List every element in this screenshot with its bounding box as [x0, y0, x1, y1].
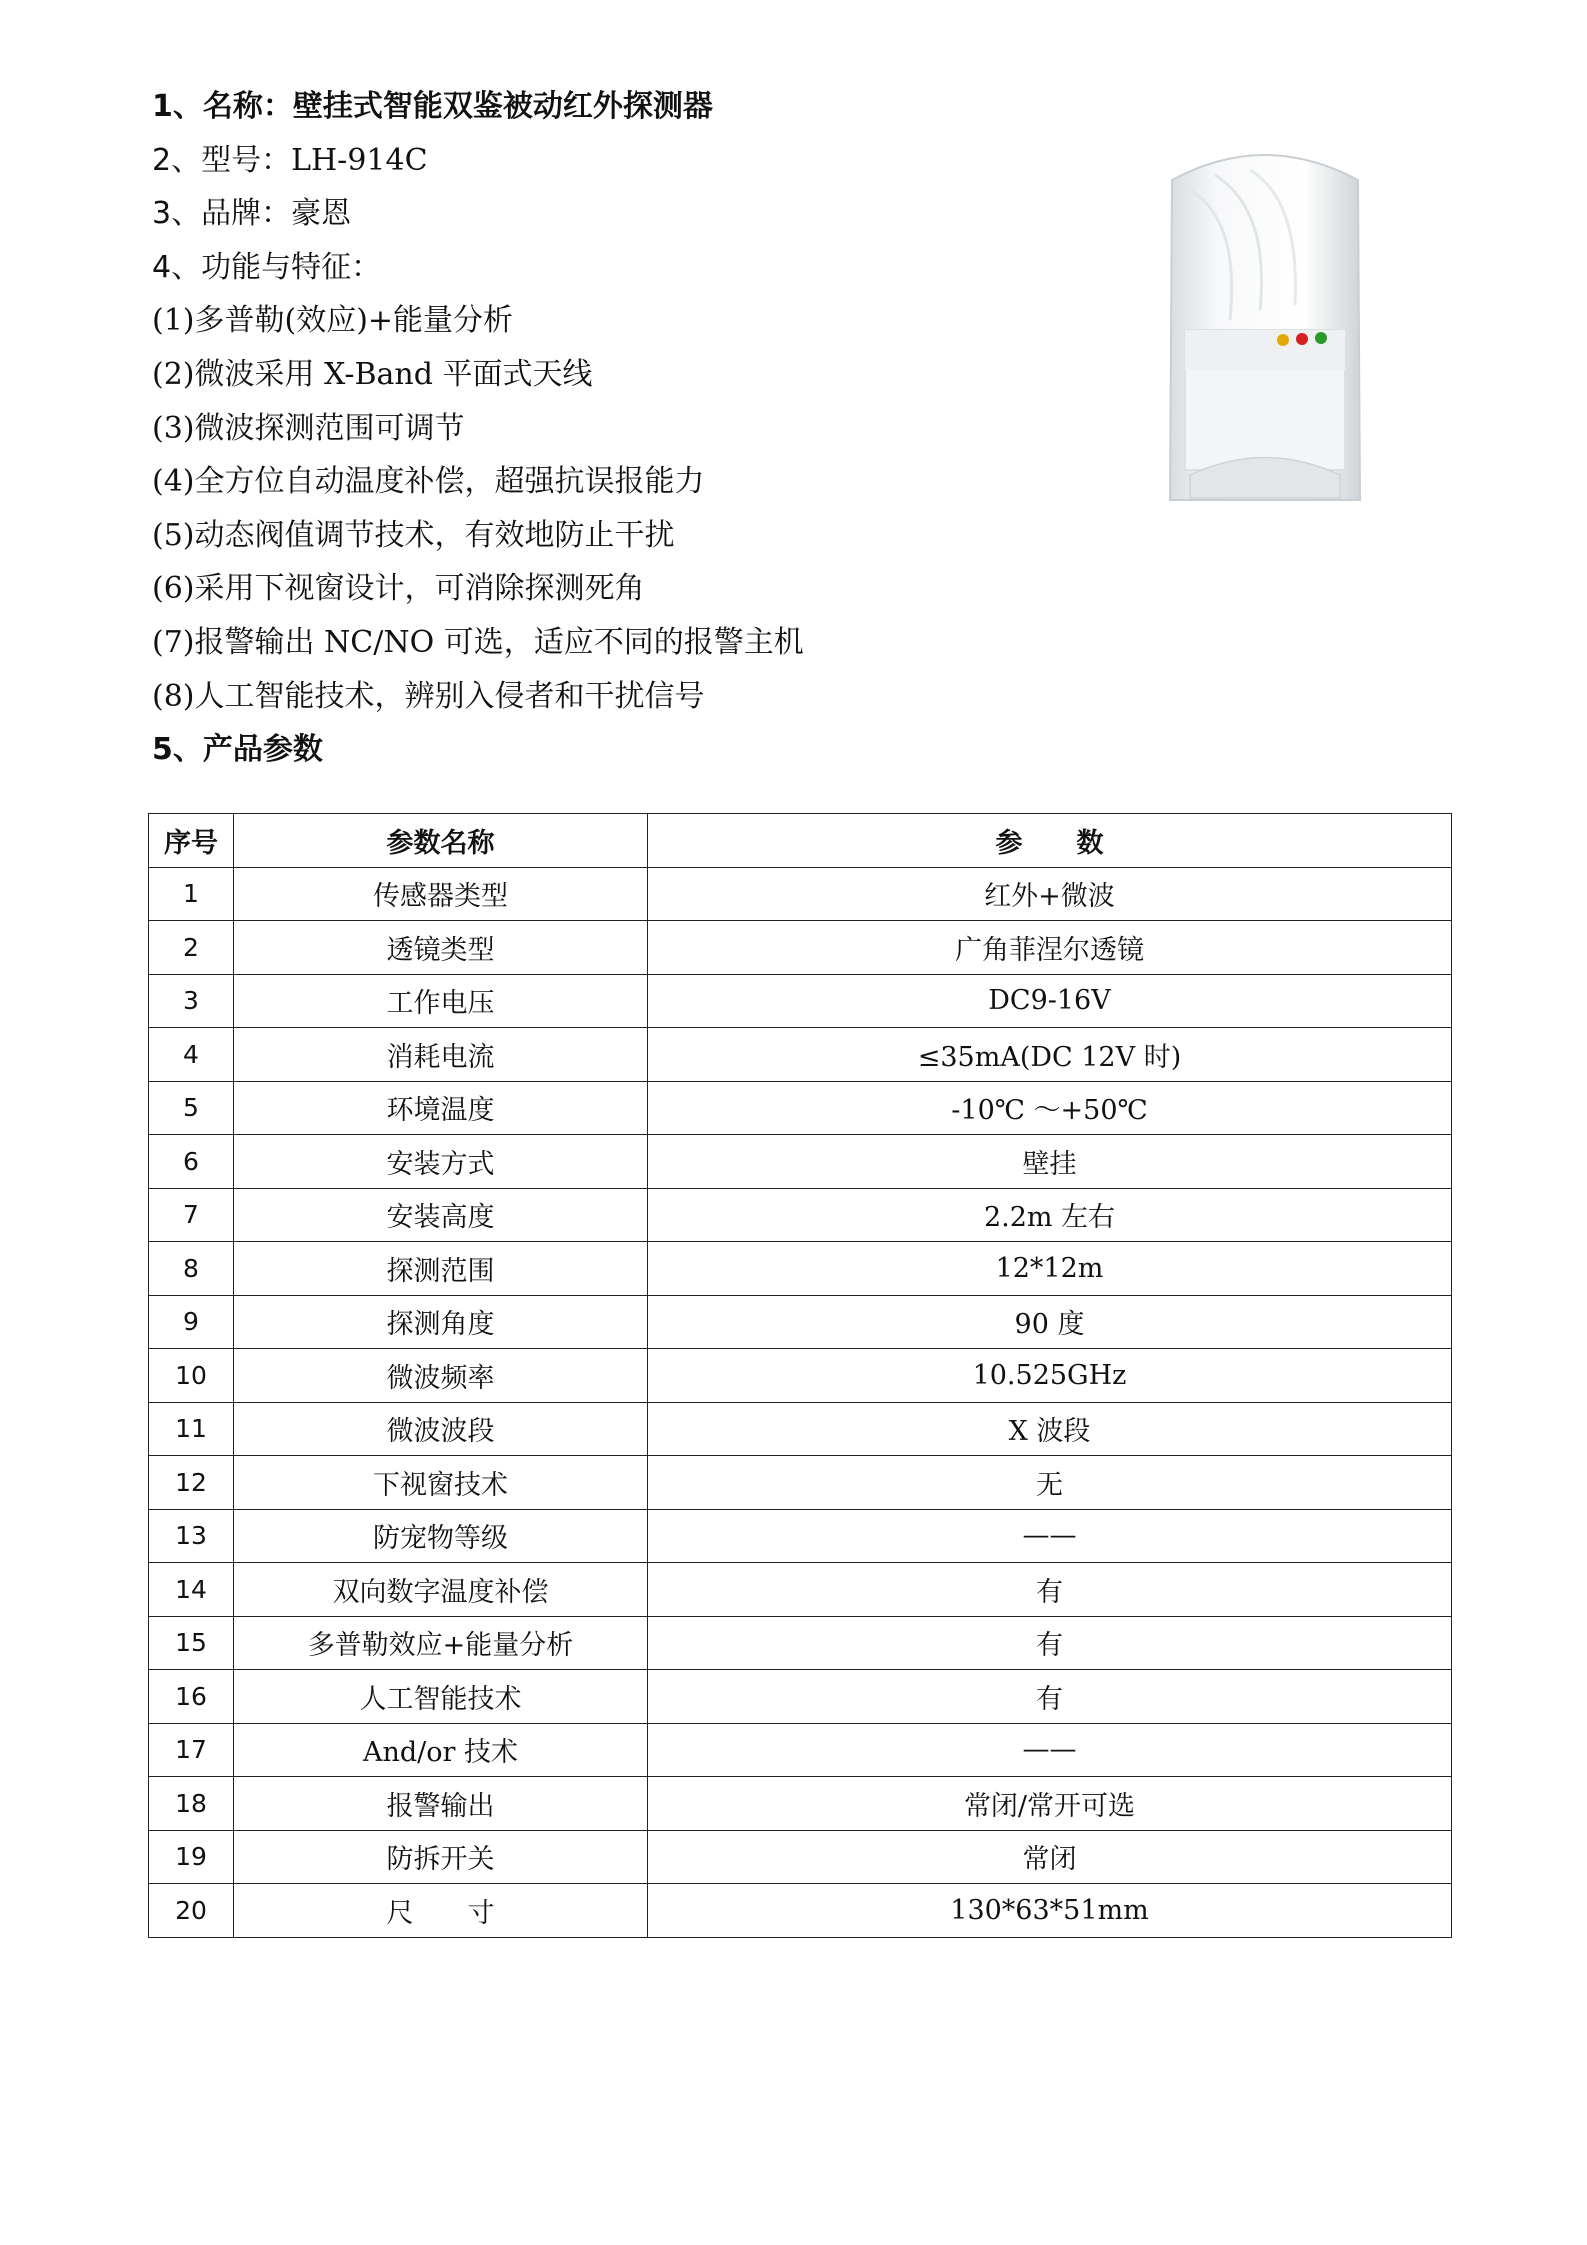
- row-param-value: 红外+微波: [648, 867, 1452, 921]
- row-param-value: ——: [648, 1723, 1452, 1777]
- row-index: 20: [149, 1884, 234, 1938]
- row-param-value: ——: [648, 1509, 1452, 1563]
- row-index: 17: [149, 1723, 234, 1777]
- feature-line: (7)报警输出 NC/NO 可选，适应不同的报警主机: [152, 624, 804, 660]
- row-param-name: 探测范围: [234, 1242, 648, 1296]
- row-param-value: 无: [648, 1456, 1452, 1510]
- row-index: 16: [149, 1670, 234, 1724]
- heading-line-1: 1、名称：壁挂式智能双鉴被动红外探测器: [152, 89, 713, 124]
- row-param-name: 工作电压: [234, 974, 648, 1028]
- table-header-row: [149, 814, 1452, 868]
- table-row: [149, 1830, 1452, 1884]
- document-text: [152, 80, 1152, 777]
- row-param-name: 透镜类型: [234, 921, 648, 975]
- row-param-name: 双向数字温度补偿: [234, 1563, 648, 1617]
- row-index: 5: [149, 1081, 234, 1135]
- row-index: 1: [149, 867, 234, 921]
- feature-line: (4)全方位自动温度补偿，超强抗误报能力: [152, 464, 705, 500]
- table-row: [149, 1402, 1452, 1456]
- row-param-name: 防拆开关: [234, 1830, 648, 1884]
- row-param-value: 有: [648, 1563, 1452, 1617]
- heading-line-2: 2、型号：LH-914C: [152, 142, 428, 178]
- table-row: [149, 1777, 1452, 1831]
- table-row: [149, 1028, 1452, 1082]
- row-index: 8: [149, 1242, 234, 1296]
- row-param-value: 130*63*51mm: [648, 1884, 1452, 1938]
- row-param-value: 常闭: [648, 1830, 1452, 1884]
- led-red: [1296, 333, 1308, 345]
- row-param-value: 壁挂: [648, 1135, 1452, 1189]
- detector-product-image: [1160, 140, 1370, 520]
- row-param-value: 12*12m: [648, 1242, 1452, 1296]
- table-row: [149, 1456, 1452, 1510]
- table-row: [149, 1616, 1452, 1670]
- row-param-name: 探测角度: [234, 1295, 648, 1349]
- row-index: 4: [149, 1028, 234, 1082]
- row-param-name: 传感器类型: [234, 867, 648, 921]
- table-row: [149, 1509, 1452, 1563]
- row-param-value: 广角菲涅尔透镜: [648, 921, 1452, 975]
- row-param-value: X 波段: [648, 1402, 1452, 1456]
- row-param-name: 微波频率: [234, 1349, 648, 1403]
- row-param-name: 报警输出: [234, 1777, 648, 1831]
- header-param-name: 参数名称: [234, 814, 648, 868]
- row-index: 9: [149, 1295, 234, 1349]
- feature-line: (2)微波采用 X-Band 平面式天线: [152, 356, 593, 392]
- table-row: [149, 1188, 1452, 1242]
- row-index: 12: [149, 1456, 234, 1510]
- row-index: 15: [149, 1616, 234, 1670]
- row-index: 10: [149, 1349, 234, 1403]
- row-param-value: -10℃ ～+50℃: [648, 1081, 1452, 1135]
- feature-line: (1)多普勒(效应)+能量分析: [152, 303, 514, 339]
- row-param-name: 人工智能技术: [234, 1670, 648, 1724]
- feature-line: (6)采用下视窗设计，可消除探测死角: [152, 571, 645, 607]
- row-param-name: 防宠物等级: [234, 1509, 648, 1563]
- row-param-value: DC9-16V: [648, 974, 1452, 1028]
- row-param-name: 多普勒效应+能量分析: [234, 1616, 648, 1670]
- row-param-value: 有: [648, 1670, 1452, 1724]
- table-row: [149, 974, 1452, 1028]
- heading-line-4: 4、功能与特征：: [152, 249, 382, 285]
- row-index: 13: [149, 1509, 234, 1563]
- row-param-name: 尺 寸: [234, 1884, 648, 1938]
- row-index: 2: [149, 921, 234, 975]
- table-row: [149, 1723, 1452, 1777]
- row-param-value: 2.2m 左右: [648, 1188, 1452, 1242]
- row-index: 11: [149, 1402, 234, 1456]
- row-param-value: 90 度: [648, 1295, 1452, 1349]
- feature-line: (3)微波探测范围可调节: [152, 410, 465, 446]
- table-row: [149, 1884, 1452, 1938]
- row-param-value: 10.525GHz: [648, 1349, 1452, 1403]
- table-row: [149, 1349, 1452, 1403]
- row-param-value: 常闭/常开可选: [648, 1777, 1452, 1831]
- table-row: [149, 921, 1452, 975]
- header-index: 序号: [149, 814, 234, 868]
- row-index: 14: [149, 1563, 234, 1617]
- section-5-heading: 5、产品参数: [152, 732, 323, 768]
- row-index: 3: [149, 974, 234, 1028]
- led-yellow: [1277, 334, 1289, 346]
- row-param-value: 有: [648, 1616, 1452, 1670]
- table-row: [149, 867, 1452, 921]
- feature-line: (8)人工智能技术，辨别入侵者和干扰信号: [152, 678, 705, 714]
- row-param-name: 消耗电流: [234, 1028, 648, 1082]
- feature-line: (5)动态阀值调节技术，有效地防止干扰: [152, 517, 675, 553]
- header-param-value: 参 数: [648, 814, 1452, 868]
- table-row: [149, 1242, 1452, 1296]
- row-param-name: 安装高度: [234, 1188, 648, 1242]
- row-index: 19: [149, 1830, 234, 1884]
- row-param-name: 微波波段: [234, 1402, 648, 1456]
- heading-line-3: 3、品牌：豪恩: [152, 196, 352, 232]
- row-param-name: 下视窗技术: [234, 1456, 648, 1510]
- row-index: 7: [149, 1188, 234, 1242]
- product-parameters-table: [148, 813, 1452, 1938]
- row-param-name: And/or 技术: [234, 1723, 648, 1777]
- row-index: 6: [149, 1135, 234, 1189]
- row-param-name: 安装方式: [234, 1135, 648, 1189]
- table-row: [149, 1135, 1452, 1189]
- table-row: [149, 1563, 1452, 1617]
- led-green: [1315, 332, 1327, 344]
- table-row: [149, 1670, 1452, 1724]
- table-row: [149, 1295, 1452, 1349]
- row-param-value: ≤35mA(DC 12V 时): [648, 1028, 1452, 1082]
- row-index: 18: [149, 1777, 234, 1831]
- table-row: [149, 1081, 1452, 1135]
- row-param-name: 环境温度: [234, 1081, 648, 1135]
